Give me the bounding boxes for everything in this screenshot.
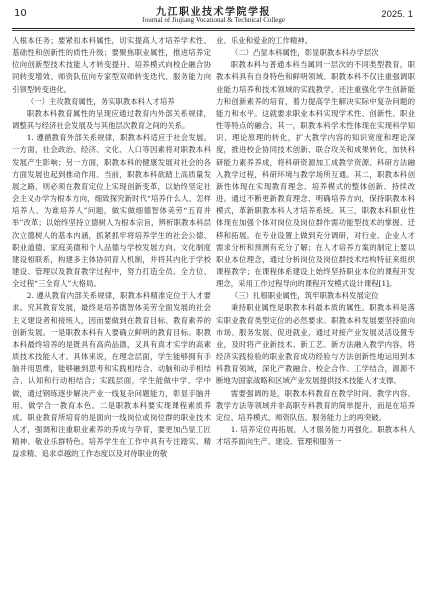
section-heading: （一）主攻教育属性，务实职教本科人才培养 [26,96,175,106]
right-column [216,35,415,448]
header-rule [12,28,415,29]
section-heading: （三）扎根职业属性，筑牢职教本科发展定位 [230,291,379,301]
issue-number: 2025. 1 [381,9,413,20]
journal-title-cn: 九江职业技术学院学报 [156,7,271,18]
paragraph: 业、乐业和爱业的工作精神。 [216,36,313,45]
paragraph: 职教本科教育属性的呈现应通过教育内外部关系规律，调整其与经济社会发展及与其他层次教育之间的关系。 [12,108,211,131]
paragraph: 秉持职业属性是职教本科最本质的属性。职教本科是落实职业教育类型定位的必然要求。职教本科发展要坚持面向市场、服务发展、促进就业，通过对接产业发展灵活设置专业，及时将产业新技术、新工艺、新方法融入教学内容，将经济实践检验的职业教育成功经验与方法创新性地运用到本科教育领域，深化产教融合、校企合作、工学结合，源源不断地为国家战略和区域产业发展提供技术技能人才支撑。 [216,303,415,386]
page-number: 10 [14,8,27,19]
paragraph: 需要强调的是，职教本科教育在教学时间、教学内容、教学方法等领域并非高职专科教育的简单提升，而是在培养定位、培养模式、师资队伍、服务能力上的再突破。 [216,388,415,422]
paragraph: 1. 遵循教育外部关系规律，职教本科适应于社会发展。一方面，社会政治、经济、文化、人口等因素将对职教本科发展产生影响；另一方面，职教本科的健康发展对社会的各方面发展也起到推动作用。当前，职教本科欲踏上高质量发展之路，则必须在教育定位上实现创新变革，以始终坚定社会主义办学为根本方向，细致探究新时代“培养什么人、怎样培养人、为谁培养人”问题，做实做细德智体美劳“五育并举”改革；以始终坚持立德树人为根本宗旨，辨析职教本科层次立德树人的基本内涵，抓紧抓牢将培养学生的社会公德、职业道德、家庭美德和个人品德与学校发展方向、文化制度建设相联系，构建多主体协同育人机制，并将其内化于学校建设、管理以及教育教学过程中，努力打造全员、全方位、全过程“三全育人”大格局。 [12,133,211,289]
header-rule-thin [12,30,415,31]
paragraph: 职教本科与普通本科当属同一层次的不同类型教育，职教本科具有自身特色和鲜明领域。职教本科不仅注重强调职业能力培养和技术领域的实践教学，还注重强化学生创新能力和创新素养的培育，着力提高学生解决实际中复杂问题的能力和水平。这就要求职业本科实现学术性、创新性、职业性等特点的融合。其一，职教本科学术性体现在实现科学知识、理论原理的转化，扩大教学内容的知识宽度和理论深度，推进校企协同技术创新、联合攻关和成果转化，加快科研能力素养养成，将科研资源加工成教学资源、科研方法融入教学过程，科研环境与教学场所互通。其二，职教本科创新性体现在实现教育理念、培养模式的整体创新、持续改进。通过不断更新教育理念、明确培养方向，保持职教本科模式，革新职教本科人才培养系统。其三，职教本科职业性体现在加强个体对岗位及岗位群作需功能型技术的掌握、迁移和拓展。在专业设置上做到充分调研，对行业、企业人才需求分析和预测有充分了解；在人才培养方案的制定上要以职业本位理念，通过分析岗位及岗位群技术结构特征来组织课程教学；在课程体系建设上始终坚持职业本位的课程开发理念，采用工作过程导向的课程开发模式设计课程[1]。 [216,60,415,289]
paragraph: 人根本任务；要紧扣本科属性，切实提高人才培养学术性、基础性和创新性的质性升级；要聚焦职业属性，推进培养定位向创新型技术技能人才转变提升、培养模式向校企融合协同转变增效、师资队伍向专家型双师转变迭代、服务能力向引领型转变进化。 [12,36,211,94]
paragraph: 1. 培养定位再拓展，人才服务能力再强化。职教本科人才培养面向生产、建设、管理和服务一 [216,425,415,447]
left-column [12,35,211,460]
section-heading: （二）凸显本科属性，彰显职教本科办学层次 [230,48,379,58]
journal-title-en: Journal of Jiujiang Vocational & Technical College [142,16,285,24]
paragraph: 2. 遵从教育内部关系规律，职教本科精准定位于人才要求。究其教育发展，最终是培养德智体美劳全面发展的社会主义建设者和接班人，因而要做到在教育目标、教育素养的创新发展。一是职教本科有人要确立鲜明的教育目标。职教本科最终培养的是既具有高尚品德，又具有真才实学的高素质技术技能人才。具体来说，在理念层面，学生能够拥有手脑并用思维，能够融到思考和实践相结合、动脑和动手相结合、认知和行动相结合；实践层面，学生能做中学、学中做，通过钢练逐步解决产业一线复杂问题能力，彰显手脑并用、做学合一教育本色。二是职教本科要实现课程素质养成。职业教育所培育的是面向一线岗位或岗位群的职业技术人才，强调和注重职业素养的养成与孕育，要更加凸显工匠精神、敬业乐群特色。培养学生在工作中具有专注踏实、精益求精、追求卓越的工作态度以及对待职业的敬 [12,291,211,459]
